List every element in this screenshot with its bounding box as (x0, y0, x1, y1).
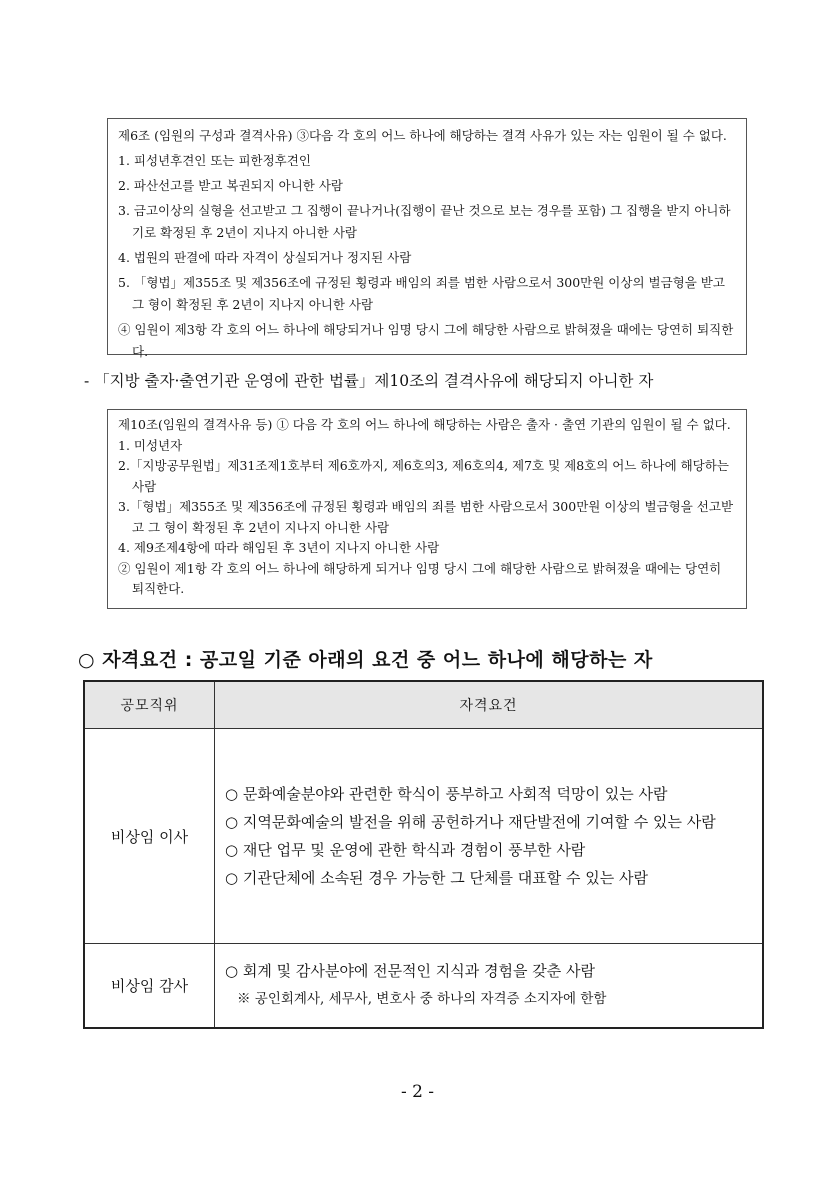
header-requirements: 자격요건 (215, 681, 764, 729)
box2-item: 2.「지방공무원법」제31조제1호부터 제6호까지, 제6호의3, 제6호의4, 제7호 및 제8호의 어느 하나에 해당하는 사람 (118, 458, 729, 494)
requirement-note: ※ 공인회계사, 세무사, 변호사 중 하나의 자격증 소지자에 한함 (237, 991, 607, 1008)
requirement-item: ○ 회계 및 감사분야에 전문적인 지식과 경험을 갖춘 사람 (225, 962, 596, 981)
box2-item: ② 임원이 제1항 각 호의 어느 하나에 해당하게 되거나 임명 당시 그에 해당한 사람으로 밝혀졌을 때에는 당연히 퇴직한다. (118, 560, 722, 596)
law-article-box (107, 409, 747, 609)
box1-item: 3. 금고이상의 실형을 선고받고 그 집행이 끝나거나(집행이 끝난 것으로 보는 경우를 포함) 그 집행을 받지 아니하기로 확정된 후 2년이 지나지 아니한 사람 (118, 203, 731, 240)
box1-item: 1. 피성년후견인 또는 피한정후견인 (118, 153, 311, 168)
box2-title: 제10조(임원의 결격사유 등) ① 다음 각 호의 어느 하나에 해당하는 사람은 출자 · 출연 기관의 임원이 될 수 없다. (118, 417, 731, 432)
requirement-item: ○ 재단 업무 및 운영에 관한 학식과 경험이 풍부한 사람 (225, 841, 586, 859)
position-cell: 비상임 이사 (84, 729, 215, 944)
requirement-item: ○ 문화예술분야와 관련한 학식이 풍부하고 사회적 덕망이 있는 사람 (225, 785, 668, 803)
requirement-item: ○ 기관단체에 소속된 경우 가능한 그 단체를 대표할 수 있는 사람 (225, 869, 649, 887)
box1-item: 5. 「형법」제355조 및 제356조에 규정된 횡령과 배임의 죄를 범한 사람으로서 300만원 이상의 벌금형을 받고 그 형이 확정된 후 2년이 지나지 아니한 사람 (118, 275, 725, 312)
table-header-row (84, 681, 763, 729)
box2-item: 4. 제9조제4항에 따라 해임된 후 3년이 지나지 아니한 사람 (118, 540, 440, 555)
qualification-table (83, 680, 764, 1029)
box2-item: 3.「형법」제355조 및 제356조에 규정된 횡령과 배임의 죄를 범한 사람으로서 300만원 이상의 벌금형을 선고받고 그 형이 확정된 후 2년이 지나지 아니한 사람 (118, 499, 734, 535)
box2-item: 1. 미성년자 (118, 437, 183, 453)
qualification-heading: ○ 자격요건 : 공고일 기준 아래의 요건 중 어느 하나에 해당하는 자 (78, 649, 653, 671)
requirements-cell (215, 944, 764, 1028)
box1-item: 2. 파산선고를 받고 복권되지 아니한 사람 (118, 178, 343, 193)
page-number: - 2 - (400, 1082, 435, 1102)
box1-title: 제6조 (임원의 구성과 결격사유) ③다음 각 호의 어느 하나에 해당하는 결격 사유가 있는 자는 임원이 될 수 없다. (118, 128, 727, 143)
table-row (84, 729, 763, 944)
header-position: 공모직위 (84, 681, 215, 729)
box1-item: 4. 법원의 판결에 따라 자격이 상실되거나 정지된 사람 (118, 250, 412, 265)
articles-of-incorporation-box (107, 118, 747, 359)
position-cell: 비상임 감사 (84, 944, 215, 1028)
requirement-item: ○ 지역문화예술의 발전을 위해 공헌하거나 재단발전에 기여할 수 있는 사람 (225, 813, 716, 831)
requirements-cell (215, 729, 764, 944)
law-disqualification-heading: - 「지방 출자·출연기관 운영에 관한 법률」제10조의 결격사유에 해당되지 아니한 자 (84, 372, 654, 390)
table-row (84, 944, 763, 1028)
box1-item: ④ 임원이 제3항 각 호의 어느 하나에 해당되거나 임명 당시 그에 해당한 사람으로 밝혀졌을 때에는 당연히 퇴직한다. (118, 322, 734, 359)
